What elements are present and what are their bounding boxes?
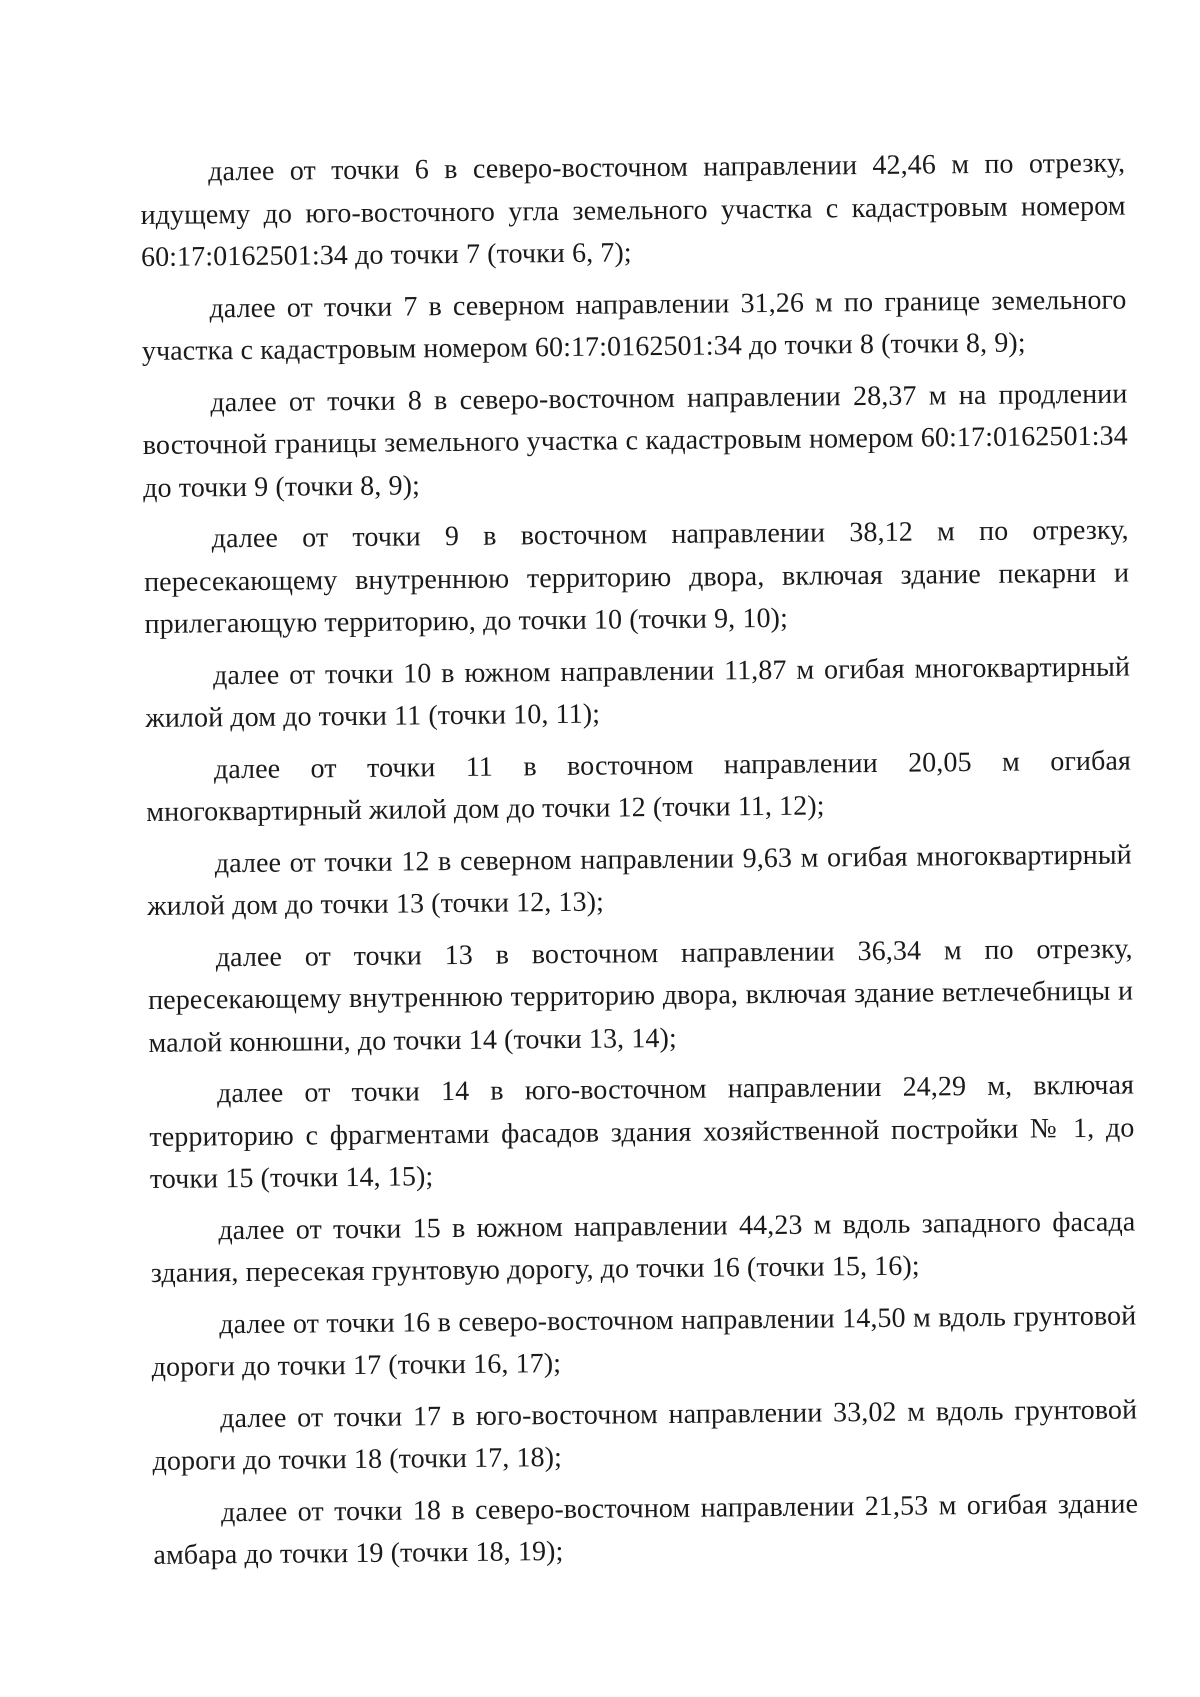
paragraph-point-16: далее от точки 16 в северо-восточном направлении 14,50 м вдоль грунтовой дороги до точки 17 (точки 16, 17); (151, 1299, 1137, 1383)
paragraph-point-8: далее от точки 8 в северо-восточном направлении 28,37 м на продлении восточной границы земельного участка с кадастровым номером 60:17:0162501:34 до точки 9 (точки 8, 9); (142, 378, 1128, 504)
paragraph-point-15: далее от точки 15 в южном направлении 44,23 м вдоль западного фасада здания, пересекая грунтовую дорогу, до точки 16 (точки 15, 16); (150, 1205, 1136, 1289)
paragraph-point-11: далее от точки 11 в восточном направлении 20,05 м огибая многоквартирный жилой дом до точки 12 (точки 11, 12); (146, 745, 1132, 828)
paragraph-point-6: далее от точки 6 в северо-восточном направлении 42,46 м по отрезку, идущему до юго-восточного угла земельного участка с кадастровым номером 60:17:0162501:34 до точки 7 (точки 6, 7); (140, 147, 1126, 273)
paragraph-point-7: далее от точки 7 в северном направлении 31,26 м по границе земельного участка с кадастровым номером 60:17:0162501:34 до точки 8 (точки 8, 9); (141, 284, 1127, 367)
paragraph-point-14: далее от точки 14 в юго-восточном направлении 24,29 м, включая территорию с фрагментами фасадов здания хозяйственной постройки № 1, до точки 15 (точки 14, 15); (149, 1069, 1135, 1195)
document-body (140, 143, 1139, 1587)
paragraph-point-10: далее от точки 10 в южном направлении 11,87 м огибая многоквартирный жилой дом до точки 11 (точки 10, 11); (145, 651, 1131, 734)
paragraph-point-9: далее от точки 9 в восточном направлении 38,12 м по отрезку, пересекающему внутреннюю территорию двора, включая здание пекарни и прилегающую территорию, до точки 10 (точки 9, 10); (143, 514, 1130, 640)
paragraph-point-12: далее от точки 12 в северном направлении 9,63 м огибая многоквартирный жилой дом до точки 13 (точки 12, 13); (147, 839, 1132, 922)
paragraph-point-17: далее от точки 17 в юго-восточном направлении 33,02 м вдоль грунтовой дороги до точки 18 (точки 17, 18); (152, 1393, 1138, 1477)
paragraph-point-13: далее от точки 13 в восточном направлении 36,34 м по отрезку, пересекающему внутреннюю территорию двора, включая здание ветлечебницы и малой конюшни, до точки 14 (точки 13, 14); (147, 933, 1134, 1059)
paragraph-point-18: далее от точки 18 в северо-восточном направлении 21,53 м огибая здание амбара до точки 19 (точки 18, 19); (153, 1487, 1139, 1571)
